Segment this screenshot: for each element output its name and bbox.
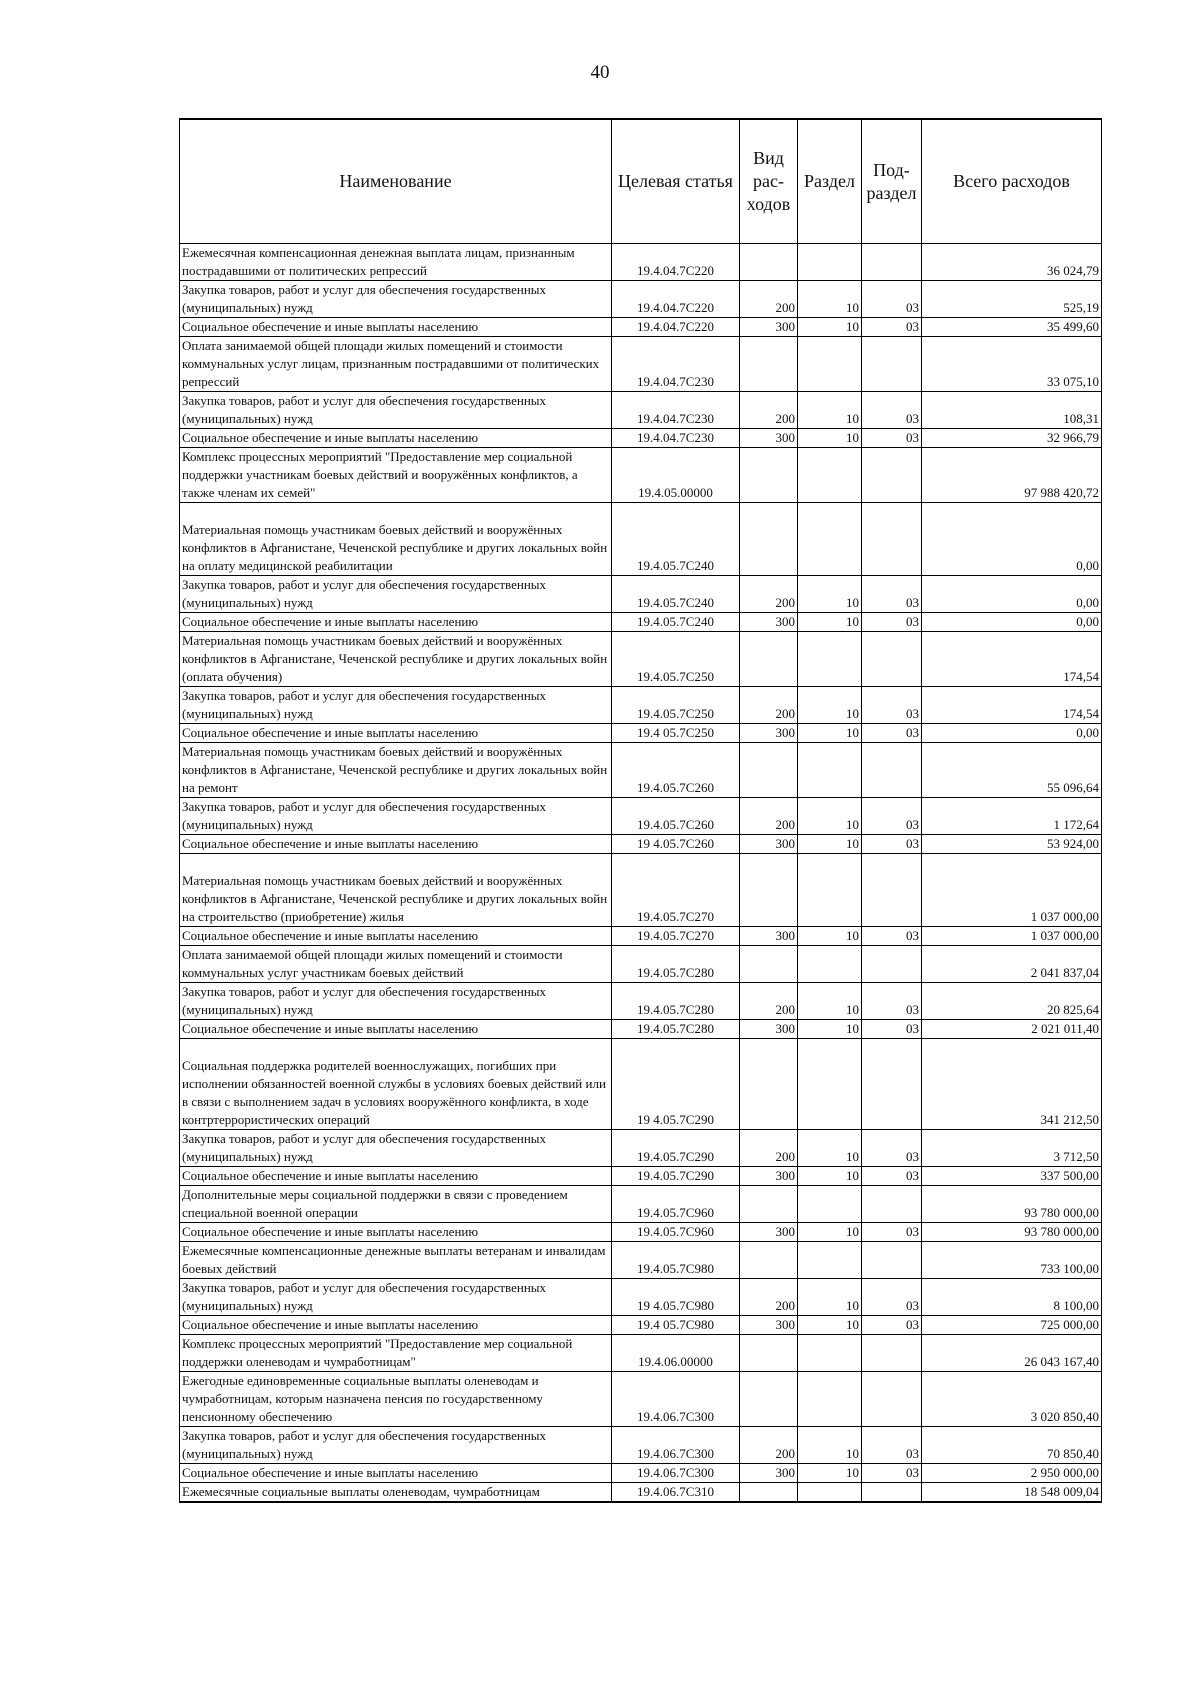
row-name-cell: Комплекс процессных мероприятий "Предоставление мер социальной поддержки оленеводам и чумработницам" — [180, 1335, 612, 1372]
row-section-cell — [798, 632, 862, 687]
row-name-cell: Материальная помощь участникам боевых действий и вооружённых конфликтов в Афганистане, Чеченской республике и других локальных войн на ремонт — [180, 743, 612, 798]
row-subsection-cell — [862, 1186, 922, 1223]
row-code-cell: 19.4.05.7С960 — [612, 1223, 740, 1242]
row-subsection-cell: 03 — [862, 983, 922, 1020]
row-total-cell: 8 100,00 — [922, 1279, 1102, 1316]
row-name-cell: Ежемесячные социальные выплаты оленеводам, чумработницам — [180, 1483, 612, 1503]
row-code-cell: 19.4 05.7С250 — [612, 724, 740, 743]
row-name-cell: Комплекс процессных мероприятий "Предоставление мер социальной поддержки участникам боевых действий и вооружённых конфликтов, а также членам их семей" — [180, 448, 612, 503]
row-name-cell: Оплата занимаемой общей площади жилых помещений и стоимости коммунальных услуг лицам, признанным пострадавшими от политических репрессий — [180, 337, 612, 392]
row-total-cell: 1 037 000,00 — [922, 927, 1102, 946]
row-code-cell: 19.4.05.00000 — [612, 448, 740, 503]
row-name-cell: Закупка товаров, работ и услуг для обеспечения государственных (муниципальных) нужд — [180, 1130, 612, 1167]
row-total-cell: 725 000,00 — [922, 1316, 1102, 1335]
table-row — [180, 448, 1102, 503]
row-name-cell: Закупка товаров, работ и услуг для обеспечения государственных (муниципальных) нужд — [180, 1427, 612, 1464]
row-subsection-cell — [862, 743, 922, 798]
row-code-cell: 19.4.05.7С270 — [612, 927, 740, 946]
row-total-cell: 337 500,00 — [922, 1167, 1102, 1186]
row-total-cell: 53 924,00 — [922, 835, 1102, 854]
row-subsection-cell: 03 — [862, 576, 922, 613]
row-name-cell: Социальное обеспечение и иные выплаты населению — [180, 724, 612, 743]
table-row — [180, 724, 1102, 743]
table-row — [180, 1464, 1102, 1483]
table-row — [180, 1335, 1102, 1372]
row-expense-type-cell: 300 — [740, 724, 798, 743]
row-total-cell: 33 075,10 — [922, 337, 1102, 392]
row-subsection-cell: 03 — [862, 1020, 922, 1039]
row-name-cell: Социальное обеспечение и иные выплаты населению — [180, 927, 612, 946]
table-row — [180, 1186, 1102, 1223]
row-name-cell: Дополнительные меры социальной поддержки в связи с проведением специальной военной операции — [180, 1186, 612, 1223]
table-row — [180, 1242, 1102, 1279]
row-total-cell: 0,00 — [922, 576, 1102, 613]
row-section-cell — [798, 337, 862, 392]
row-subsection-cell: 03 — [862, 613, 922, 632]
row-name-cell: Закупка товаров, работ и услуг для обеспечения государственных (муниципальных) нужд — [180, 983, 612, 1020]
column-header-subsection — [862, 119, 922, 244]
row-subsection-cell — [862, 244, 922, 281]
row-expense-type-cell: 300 — [740, 927, 798, 946]
row-code-cell: 19.4.05.7С280 — [612, 946, 740, 983]
row-name-cell: Социальное обеспечение и иные выплаты населению — [180, 1316, 612, 1335]
table-row — [180, 1316, 1102, 1335]
row-total-cell: 0,00 — [922, 724, 1102, 743]
row-expense-type-cell — [740, 1335, 798, 1372]
row-section-cell: 10 — [798, 1020, 862, 1039]
row-section-cell: 10 — [798, 1130, 862, 1167]
table-header — [180, 119, 1102, 244]
row-total-cell: 93 780 000,00 — [922, 1223, 1102, 1242]
row-section-cell: 10 — [798, 1167, 862, 1186]
table-row — [180, 1020, 1102, 1039]
row-code-cell: 19.4.06.00000 — [612, 1335, 740, 1372]
row-name-cell: Социальное обеспечение и иные выплаты населению — [180, 1020, 612, 1039]
row-name-cell: Социальное обеспечение и иные выплаты населению — [180, 1167, 612, 1186]
table-row — [180, 927, 1102, 946]
row-name-cell: Социальная поддержка родителей военнослужащих, погибших при исполнении обязанностей военной службы в условиях боевых действий или в связи с выполнением задач в условиях вооружённого конфликта, в ходе контртеррористических операций — [180, 1039, 612, 1130]
row-subsection-cell: 03 — [862, 1316, 922, 1335]
row-code-cell: 19.4.05.7С290 — [612, 1167, 740, 1186]
row-expense-type-cell — [740, 1039, 798, 1130]
row-total-cell: 55 096,64 — [922, 743, 1102, 798]
row-total-cell: 18 548 009,04 — [922, 1483, 1102, 1503]
row-code-cell: 19.4.04.7С220 — [612, 281, 740, 318]
row-section-cell — [798, 1039, 862, 1130]
row-code-cell: 19.4 05.7С980 — [612, 1316, 740, 1335]
row-section-cell: 10 — [798, 429, 862, 448]
row-total-cell: 3 020 850,40 — [922, 1372, 1102, 1427]
row-subsection-cell: 03 — [862, 1427, 922, 1464]
row-section-cell — [798, 946, 862, 983]
expense-type-line-3: ходов — [746, 194, 791, 214]
expense-type-line-2: рас- — [753, 171, 784, 191]
table-row — [180, 1223, 1102, 1242]
table-row — [180, 1483, 1102, 1503]
column-header-name: Наименование — [180, 119, 612, 244]
row-expense-type-cell — [740, 946, 798, 983]
row-section-cell — [798, 503, 862, 576]
row-expense-type-cell — [740, 743, 798, 798]
table-row — [180, 392, 1102, 429]
row-total-cell: 174,54 — [922, 632, 1102, 687]
row-expense-type-cell — [740, 448, 798, 503]
row-expense-type-cell: 300 — [740, 613, 798, 632]
table-row — [180, 281, 1102, 318]
row-expense-type-cell: 300 — [740, 1316, 798, 1335]
row-section-cell: 10 — [798, 927, 862, 946]
row-code-cell: 19 4.05.7С260 — [612, 835, 740, 854]
table-row — [180, 244, 1102, 281]
row-section-cell — [798, 244, 862, 281]
row-code-cell: 19.4.05.7С270 — [612, 854, 740, 927]
row-total-cell: 2 950 000,00 — [922, 1464, 1102, 1483]
row-subsection-cell: 03 — [862, 1167, 922, 1186]
row-expense-type-cell: 300 — [740, 1167, 798, 1186]
row-expense-type-cell: 200 — [740, 983, 798, 1020]
row-total-cell: 93 780 000,00 — [922, 1186, 1102, 1223]
row-total-cell: 26 043 167,40 — [922, 1335, 1102, 1372]
row-expense-type-cell: 200 — [740, 281, 798, 318]
row-code-cell: 19.4.05.7С250 — [612, 632, 740, 687]
table-row — [180, 632, 1102, 687]
row-name-cell: Материальная помощь участникам боевых действий и вооружённых конфликтов в Афганистане, Чеченской республике и других локальных войн на строительство (приобретение) жилья — [180, 854, 612, 927]
row-subsection-cell: 03 — [862, 1130, 922, 1167]
row-section-cell: 10 — [798, 687, 862, 724]
subsection-line-1: Под- — [873, 159, 910, 180]
row-expense-type-cell: 200 — [740, 392, 798, 429]
table-row — [180, 946, 1102, 983]
row-code-cell: 19.4.05.7С250 — [612, 687, 740, 724]
row-expense-type-cell — [740, 503, 798, 576]
row-section-cell: 10 — [798, 1279, 862, 1316]
row-subsection-cell: 03 — [862, 429, 922, 448]
row-expense-type-cell: 200 — [740, 576, 798, 613]
row-total-cell: 32 966,79 — [922, 429, 1102, 448]
row-section-cell: 10 — [798, 613, 862, 632]
table-row — [180, 687, 1102, 724]
table-body — [180, 244, 1102, 1503]
row-section-cell — [798, 1242, 862, 1279]
row-code-cell: 19 4.05.7С290 — [612, 1039, 740, 1130]
row-name-cell: Оплата занимаемой общей площади жилых помещений и стоимости коммунальных услуг участникам боевых действий — [180, 946, 612, 983]
row-section-cell: 10 — [798, 835, 862, 854]
page-number: 40 — [590, 62, 610, 83]
column-header-total: Всего расходов — [922, 119, 1102, 244]
row-code-cell: 19.4.05.7С960 — [612, 1186, 740, 1223]
row-subsection-cell — [862, 1335, 922, 1372]
row-total-cell: 97 988 420,72 — [922, 448, 1102, 503]
row-expense-type-cell — [740, 1242, 798, 1279]
column-header-section: Раздел — [798, 119, 862, 244]
row-code-cell: 19.4.04.7С220 — [612, 244, 740, 281]
table-row — [180, 1427, 1102, 1464]
row-subsection-cell — [862, 448, 922, 503]
row-total-cell: 341 212,50 — [922, 1039, 1102, 1130]
row-name-cell: Материальная помощь участникам боевых действий и вооружённых конфликтов в Афганистане, Чеченской республике и других локальных войн на оплату медицинской реабилитации — [180, 503, 612, 576]
row-name-cell: Материальная помощь участникам боевых действий и вооружённых конфликтов в Афганистане, Чеченской республике и других локальных войн (оплата обучения) — [180, 632, 612, 687]
row-total-cell: 70 850,40 — [922, 1427, 1102, 1464]
row-subsection-cell — [862, 503, 922, 576]
row-subsection-cell — [862, 946, 922, 983]
row-code-cell: 19.4.05.7С240 — [612, 576, 740, 613]
row-code-cell: 19.4.05.7С980 — [612, 1242, 740, 1279]
row-subsection-cell — [862, 1372, 922, 1427]
row-section-cell: 10 — [798, 798, 862, 835]
row-section-cell: 10 — [798, 1427, 862, 1464]
row-section-cell: 10 — [798, 983, 862, 1020]
row-section-cell — [798, 1186, 862, 1223]
row-total-cell: 20 825,64 — [922, 983, 1102, 1020]
row-subsection-cell: 03 — [862, 1223, 922, 1242]
row-name-cell: Ежегодные единовременные социальные выплаты оленеводам и чумработницам, которым назначена пенсия по государственному пенсионному обеспечению — [180, 1372, 612, 1427]
row-name-cell: Закупка товаров, работ и услуг для обеспечения государственных (муниципальных) нужд — [180, 798, 612, 835]
row-total-cell: 0,00 — [922, 613, 1102, 632]
row-subsection-cell: 03 — [862, 318, 922, 337]
row-subsection-cell: 03 — [862, 687, 922, 724]
row-expense-type-cell — [740, 337, 798, 392]
row-subsection-cell: 03 — [862, 1464, 922, 1483]
row-code-cell: 19.4.06.7С300 — [612, 1464, 740, 1483]
row-total-cell: 3 712,50 — [922, 1130, 1102, 1167]
table-row — [180, 798, 1102, 835]
table-row — [180, 503, 1102, 576]
row-section-cell: 10 — [798, 392, 862, 429]
row-subsection-cell: 03 — [862, 392, 922, 429]
row-total-cell: 1 037 000,00 — [922, 854, 1102, 927]
table-row — [180, 429, 1102, 448]
row-expense-type-cell: 300 — [740, 429, 798, 448]
row-section-cell — [798, 1372, 862, 1427]
row-expense-type-cell: 300 — [740, 1223, 798, 1242]
column-header-target-article: Целевая статья — [612, 119, 740, 244]
row-total-cell: 35 499,60 — [922, 318, 1102, 337]
row-section-cell: 10 — [798, 281, 862, 318]
row-code-cell: 19.4.04.7С230 — [612, 429, 740, 448]
row-code-cell: 19.4.06.7С310 — [612, 1483, 740, 1503]
row-section-cell — [798, 1483, 862, 1503]
table-row — [180, 1372, 1102, 1427]
row-name-cell: Социальное обеспечение и иные выплаты населению — [180, 613, 612, 632]
expense-type-line-1: Вид — [753, 148, 784, 168]
row-name-cell: Закупка товаров, работ и услуг для обеспечения государственных (муниципальных) нужд — [180, 281, 612, 318]
row-total-cell: 2 021 011,40 — [922, 1020, 1102, 1039]
row-name-cell: Социальное обеспечение и иные выплаты населению — [180, 1464, 612, 1483]
row-subsection-cell — [862, 854, 922, 927]
table-row — [180, 613, 1102, 632]
row-subsection-cell — [862, 1483, 922, 1503]
row-section-cell: 10 — [798, 1223, 862, 1242]
row-subsection-cell: 03 — [862, 1279, 922, 1316]
row-code-cell: 19.4.06.7С300 — [612, 1372, 740, 1427]
table-row — [180, 576, 1102, 613]
budget-table — [179, 118, 1102, 1503]
row-subsection-cell: 03 — [862, 835, 922, 854]
row-name-cell: Социальное обеспечение и иные выплаты населению — [180, 1223, 612, 1242]
row-subsection-cell: 03 — [862, 798, 922, 835]
row-code-cell: 19.4.05.7С240 — [612, 503, 740, 576]
column-header-expense-type — [740, 119, 798, 244]
row-section-cell — [798, 448, 862, 503]
row-code-cell: 19.4.05.7С240 — [612, 613, 740, 632]
row-section-cell: 10 — [798, 724, 862, 743]
row-subsection-cell: 03 — [862, 724, 922, 743]
row-expense-type-cell: 300 — [740, 835, 798, 854]
row-section-cell — [798, 854, 862, 927]
row-subsection-cell — [862, 337, 922, 392]
row-subsection-cell — [862, 632, 922, 687]
row-section-cell: 10 — [798, 1464, 862, 1483]
row-total-cell: 174,54 — [922, 687, 1102, 724]
row-code-cell: 19.4.05.7С260 — [612, 743, 740, 798]
row-code-cell: 19.4.05.7С260 — [612, 798, 740, 835]
row-expense-type-cell: 200 — [740, 687, 798, 724]
row-subsection-cell: 03 — [862, 927, 922, 946]
table-row — [180, 318, 1102, 337]
row-expense-type-cell: 200 — [740, 1279, 798, 1316]
row-section-cell — [798, 1335, 862, 1372]
table-row — [180, 1279, 1102, 1316]
row-expense-type-cell: 200 — [740, 1427, 798, 1464]
row-expense-type-cell: 300 — [740, 318, 798, 337]
row-total-cell: 525,19 — [922, 281, 1102, 318]
row-expense-type-cell — [740, 1483, 798, 1503]
row-code-cell: 19.4.05.7С280 — [612, 1020, 740, 1039]
row-total-cell: 36 024,79 — [922, 244, 1102, 281]
table-row — [180, 835, 1102, 854]
table-row — [180, 1130, 1102, 1167]
row-expense-type-cell — [740, 244, 798, 281]
row-subsection-cell: 03 — [862, 281, 922, 318]
row-code-cell: 19.4.04.7С220 — [612, 318, 740, 337]
row-expense-type-cell: 300 — [740, 1020, 798, 1039]
row-name-cell: Социальное обеспечение и иные выплаты населению — [180, 835, 612, 854]
row-expense-type-cell: 200 — [740, 798, 798, 835]
row-section-cell: 10 — [798, 1316, 862, 1335]
row-total-cell: 0,00 — [922, 503, 1102, 576]
table-row — [180, 854, 1102, 927]
row-name-cell: Закупка товаров, работ и услуг для обеспечения государственных (муниципальных) нужд — [180, 392, 612, 429]
row-subsection-cell — [862, 1242, 922, 1279]
row-name-cell: Социальное обеспечение и иные выплаты населению — [180, 429, 612, 448]
row-name-cell: Закупка товаров, работ и услуг для обеспечения государственных (муниципальных) нужд — [180, 576, 612, 613]
row-section-cell — [798, 743, 862, 798]
row-total-cell: 108,31 — [922, 392, 1102, 429]
table-row — [180, 1039, 1102, 1130]
row-name-cell: Закупка товаров, работ и услуг для обеспечения государственных (муниципальных) нужд — [180, 1279, 612, 1316]
row-code-cell: 19.4.05.7С280 — [612, 983, 740, 1020]
row-expense-type-cell — [740, 1186, 798, 1223]
row-total-cell: 733 100,00 — [922, 1242, 1102, 1279]
subsection-line-2: раздел — [866, 182, 917, 203]
row-section-cell: 10 — [798, 318, 862, 337]
row-code-cell: 19 4.05.7С980 — [612, 1279, 740, 1316]
table-row — [180, 1167, 1102, 1186]
row-code-cell: 19.4.05.7С290 — [612, 1130, 740, 1167]
row-expense-type-cell — [740, 632, 798, 687]
table-row — [180, 743, 1102, 798]
row-name-cell: Закупка товаров, работ и услуг для обеспечения государственных (муниципальных) нужд — [180, 687, 612, 724]
row-section-cell: 10 — [798, 576, 862, 613]
row-expense-type-cell — [740, 854, 798, 927]
row-code-cell: 19.4.04.7С230 — [612, 337, 740, 392]
row-total-cell: 1 172,64 — [922, 798, 1102, 835]
row-code-cell: 19.4.06.7С300 — [612, 1427, 740, 1464]
row-total-cell: 2 041 837,04 — [922, 946, 1102, 983]
row-code-cell: 19.4.04.7С230 — [612, 392, 740, 429]
row-subsection-cell — [862, 1039, 922, 1130]
row-name-cell: Ежемесячная компенсационная денежная выплата лицам, признанным пострадавшими от политических репрессий — [180, 244, 612, 281]
table-row — [180, 337, 1102, 392]
row-expense-type-cell: 300 — [740, 1464, 798, 1483]
row-name-cell: Ежемесячные компенсационные денежные выплаты ветеранам и инвалидам боевых действий — [180, 1242, 612, 1279]
table-row — [180, 983, 1102, 1020]
row-expense-type-cell — [740, 1372, 798, 1427]
row-expense-type-cell: 200 — [740, 1130, 798, 1167]
row-name-cell: Социальное обеспечение и иные выплаты населению — [180, 318, 612, 337]
